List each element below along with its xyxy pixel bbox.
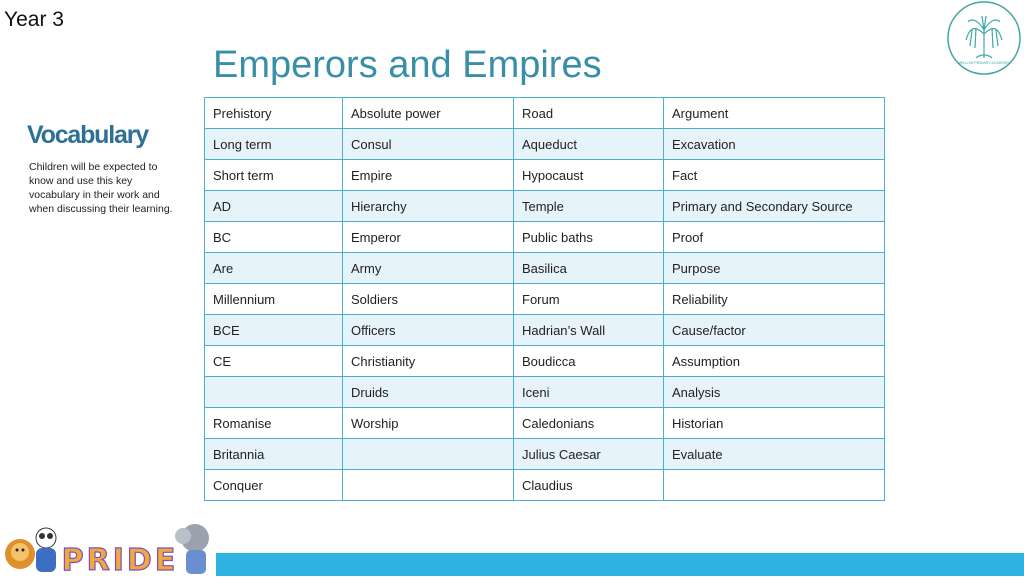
table-cell: Absolute power [343,98,514,129]
pride-text: PRIDE [61,543,179,576]
table-cell: Army [343,253,514,284]
table-cell: Empire [343,160,514,191]
page-title: Emperors and Empires [213,44,602,86]
table-cell: Prehistory [205,98,343,129]
table-cell: Hypocaust [514,160,664,191]
table-row [205,160,885,191]
table-cell: Christianity [343,346,514,377]
table-cell: Excavation [664,129,885,160]
table-row [205,222,885,253]
table-cell: Historian [664,408,885,439]
logo-text: WILLOW PRIMARY ACADEMY [958,61,1010,65]
table-cell: BCE [205,315,343,346]
table-cell: Cause/factor [664,315,885,346]
table-cell: Conquer [205,470,343,501]
table-cell: Iceni [514,377,664,408]
willow-tree-icon [946,0,1022,76]
table-cell: Assumption [664,346,885,377]
table-cell: Reliability [664,284,885,315]
vocabulary-heading: Vocabulary [27,121,148,149]
table-cell: Analysis [664,377,885,408]
table-row [205,377,885,408]
table-row [205,346,885,377]
table-cell [664,470,885,501]
table-cell: Proof [664,222,885,253]
table-cell: Hierarchy [343,191,514,222]
table-cell: Hadrian’s Wall [514,315,664,346]
table-cell: Aqueduct [514,129,664,160]
footer-bar [216,553,1024,576]
table-cell: Long term [205,129,343,160]
table-row [205,315,885,346]
table-cell: BC [205,222,343,253]
vocabulary-description: Children will be expected to know and use this key vocabulary in their work and when discussing their learning. [29,161,173,215]
table-cell: Primary and Secondary Source [664,191,885,222]
table-cell: Temple [514,191,664,222]
table-row [205,98,885,129]
table-cell: Julius Caesar [514,439,664,470]
table-cell: Officers [343,315,514,346]
table-row [205,284,885,315]
table-cell: Druids [343,377,514,408]
table-cell [343,439,514,470]
table-cell: Consul [343,129,514,160]
table-row [205,253,885,284]
pride-mascots-icon [0,516,216,576]
vocabulary-table [204,97,885,501]
table-cell: AD [205,191,343,222]
table-cell: Are [205,253,343,284]
table-cell: Emperor [343,222,514,253]
year-label: Year 3 [4,8,64,31]
table-row [205,470,885,501]
table-row [205,191,885,222]
table-cell: Soldiers [343,284,514,315]
table-cell: Forum [514,284,664,315]
table-cell: Argument [664,98,885,129]
table-cell: Short term [205,160,343,191]
table-cell: Boudicca [514,346,664,377]
table-cell: Romanise [205,408,343,439]
table-cell: Britannia [205,439,343,470]
table-cell: Caledonians [514,408,664,439]
table-row [205,439,885,470]
table-cell: Road [514,98,664,129]
table-cell: Millennium [205,284,343,315]
table-cell: Basilica [514,253,664,284]
table-cell: Claudius [514,470,664,501]
table-cell: Public baths [514,222,664,253]
table-row [205,129,885,160]
table-cell [343,470,514,501]
table-cell: Purpose [664,253,885,284]
table-cell: Worship [343,408,514,439]
table-row [205,408,885,439]
table-cell [205,377,343,408]
table-cell: Fact [664,160,885,191]
table-cell: CE [205,346,343,377]
table-cell: Evaluate [664,439,885,470]
